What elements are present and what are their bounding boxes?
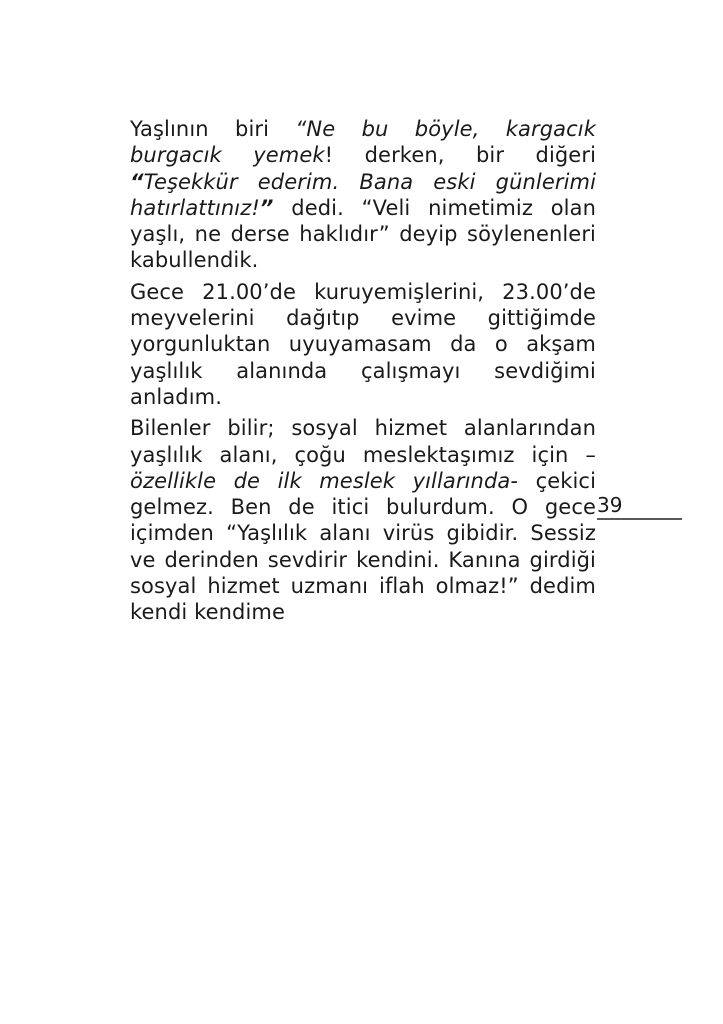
paragraph-2: Gece 21.00’de kuruyemişlerini, 23.00’de meyvelerini dağıtıp evime gittiğimde yorgunluktan uyuyamasam da o akşam yaşlılık alanında çalışmayı sevdiğimi anladım. (130, 279, 596, 409)
page-number-rule (597, 494, 682, 520)
paragraph-3: Bilenler bilir; sosyal hizmet alanlarından yaşlılık alanı, çoğu meslektaşımız için – özellikle de ilk meslek yıllarında- çekici gelmez. Ben de itici bulurdum. O gece içimden “Yaşlılık alanı virüs gibidir. Sessiz ve derinden sevdirir kendini. Kanına girdiği sosyal hizmet uzmanı iflah olmaz!” dedim kendi kendime (130, 416, 597, 625)
paragraph-1: Yaşlının biri “Ne bu böyle, kargacık burgacık yemek! derken, bir diğeri “Teşekkür ederim. Bana eski günlerimi hatırlattınız!” dedi. “Veli nimetimiz olan yaşlı, ne derse haklıdır” deyip söylenenleri kabullendik. (130, 117, 596, 273)
page-number: 39 (597, 493, 623, 517)
page-body-text (130, 116, 596, 626)
